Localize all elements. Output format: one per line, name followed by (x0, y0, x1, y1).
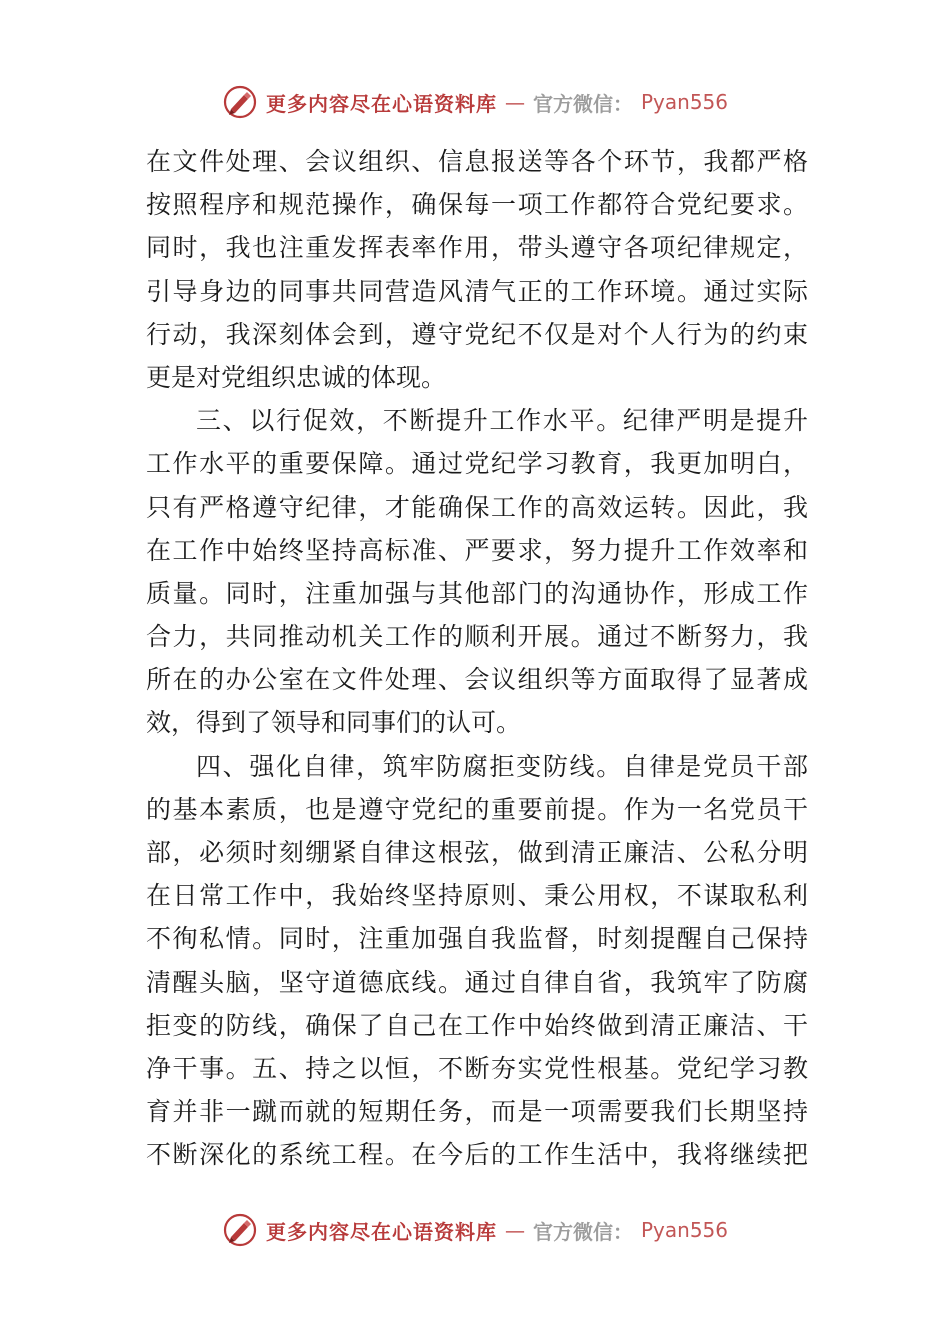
body-line: 清醒头脑，坚守道德底线。通过自律自省，我筑牢了防腐 (146, 967, 808, 997)
footer-banner-text: 更多内容尽在心语资料库 (265, 1219, 497, 1244)
pen-logo-icon (222, 1212, 258, 1248)
body-line: 效，得到了领导和同事们的认可。 (146, 708, 522, 738)
body-line: 所在的办公室在文件处理、会议组织等方面取得了显著成 (146, 665, 808, 695)
body-line: 合力，共同推动机关工作的顺利开展。通过不断努力，我 (146, 622, 808, 652)
pen-logo-icon (222, 84, 258, 120)
document-body (146, 140, 808, 1177)
body-line: 在日常工作中，我始终坚持原则、秉公用权，不谋取私利 (146, 881, 808, 911)
header-banner (0, 82, 950, 122)
body-line: 拒变的防线，确保了自己在工作中始终做到清正廉洁、干 (146, 1010, 808, 1040)
footer-banner (0, 1210, 950, 1250)
body-line: 工作水平的重要保障。通过党纪学习教育，我更加明白， (146, 449, 808, 479)
body-line: 行动，我深刻体会到，遵守党纪不仅是对个人行为的约束 (146, 319, 808, 349)
header-banner-dash: — (504, 90, 525, 114)
body-line: 只有严格遵守纪律，才能确保工作的高效运转。因此，我 (146, 492, 808, 522)
footer-banner-label: 官方微信： (532, 1219, 633, 1244)
body-line: 不断深化的系统工程。在今后的工作生活中，我将继续把 (146, 1140, 808, 1170)
body-line: 在文件处理、会议组织、信息报送等各个环节，我都严格 (146, 147, 808, 176)
body-line: 同时，我也注重发挥表率作用，带头遵守各项纪律规定， (146, 233, 808, 263)
body-line: 质量。同时，注重加强与其他部门的沟通协作，形成工作 (146, 578, 808, 608)
body-line: 不徇私情。同时，注重加强自我监督，时刻提醒自己保持 (146, 924, 808, 954)
body-line: 育并非一蹴而就的短期任务，而是一项需要我们长期坚持 (146, 1097, 808, 1127)
footer-banner-dash: — (504, 1218, 525, 1242)
body-line: 四、强化自律，筑牢防腐拒变防线。自律是党员干部 (196, 751, 808, 781)
body-line: 的基本素质，也是遵守党纪的重要前提。作为一名党员干 (146, 794, 808, 824)
body-line: 更是对党组织忠诚的体现。 (146, 362, 447, 392)
header-wechat-id: Pyan556 (640, 90, 728, 114)
footer-wechat-id: Pyan556 (640, 1218, 728, 1242)
body-line: 部，必须时刻绷紧自律这根弦，做到清正廉洁、公私分明 (146, 838, 808, 867)
body-line: 按照程序和规范操作，确保每一项工作都符合党纪要求。 (146, 190, 808, 220)
body-line: 引导身边的同事共同营造风清气正的工作环境。通过实际 (146, 276, 808, 306)
header-banner-text: 更多内容尽在心语资料库 (265, 91, 497, 116)
body-line: 净干事。五、持之以恒，不断夯实党性根基。党纪学习教 (146, 1053, 808, 1083)
body-line: 在工作中始终坚持高标准、严要求，努力提升工作效率和 (146, 535, 808, 565)
header-banner-label: 官方微信： (532, 91, 633, 116)
body-line: 三、以行促效，不断提升工作水平。纪律严明是提升 (196, 406, 808, 436)
